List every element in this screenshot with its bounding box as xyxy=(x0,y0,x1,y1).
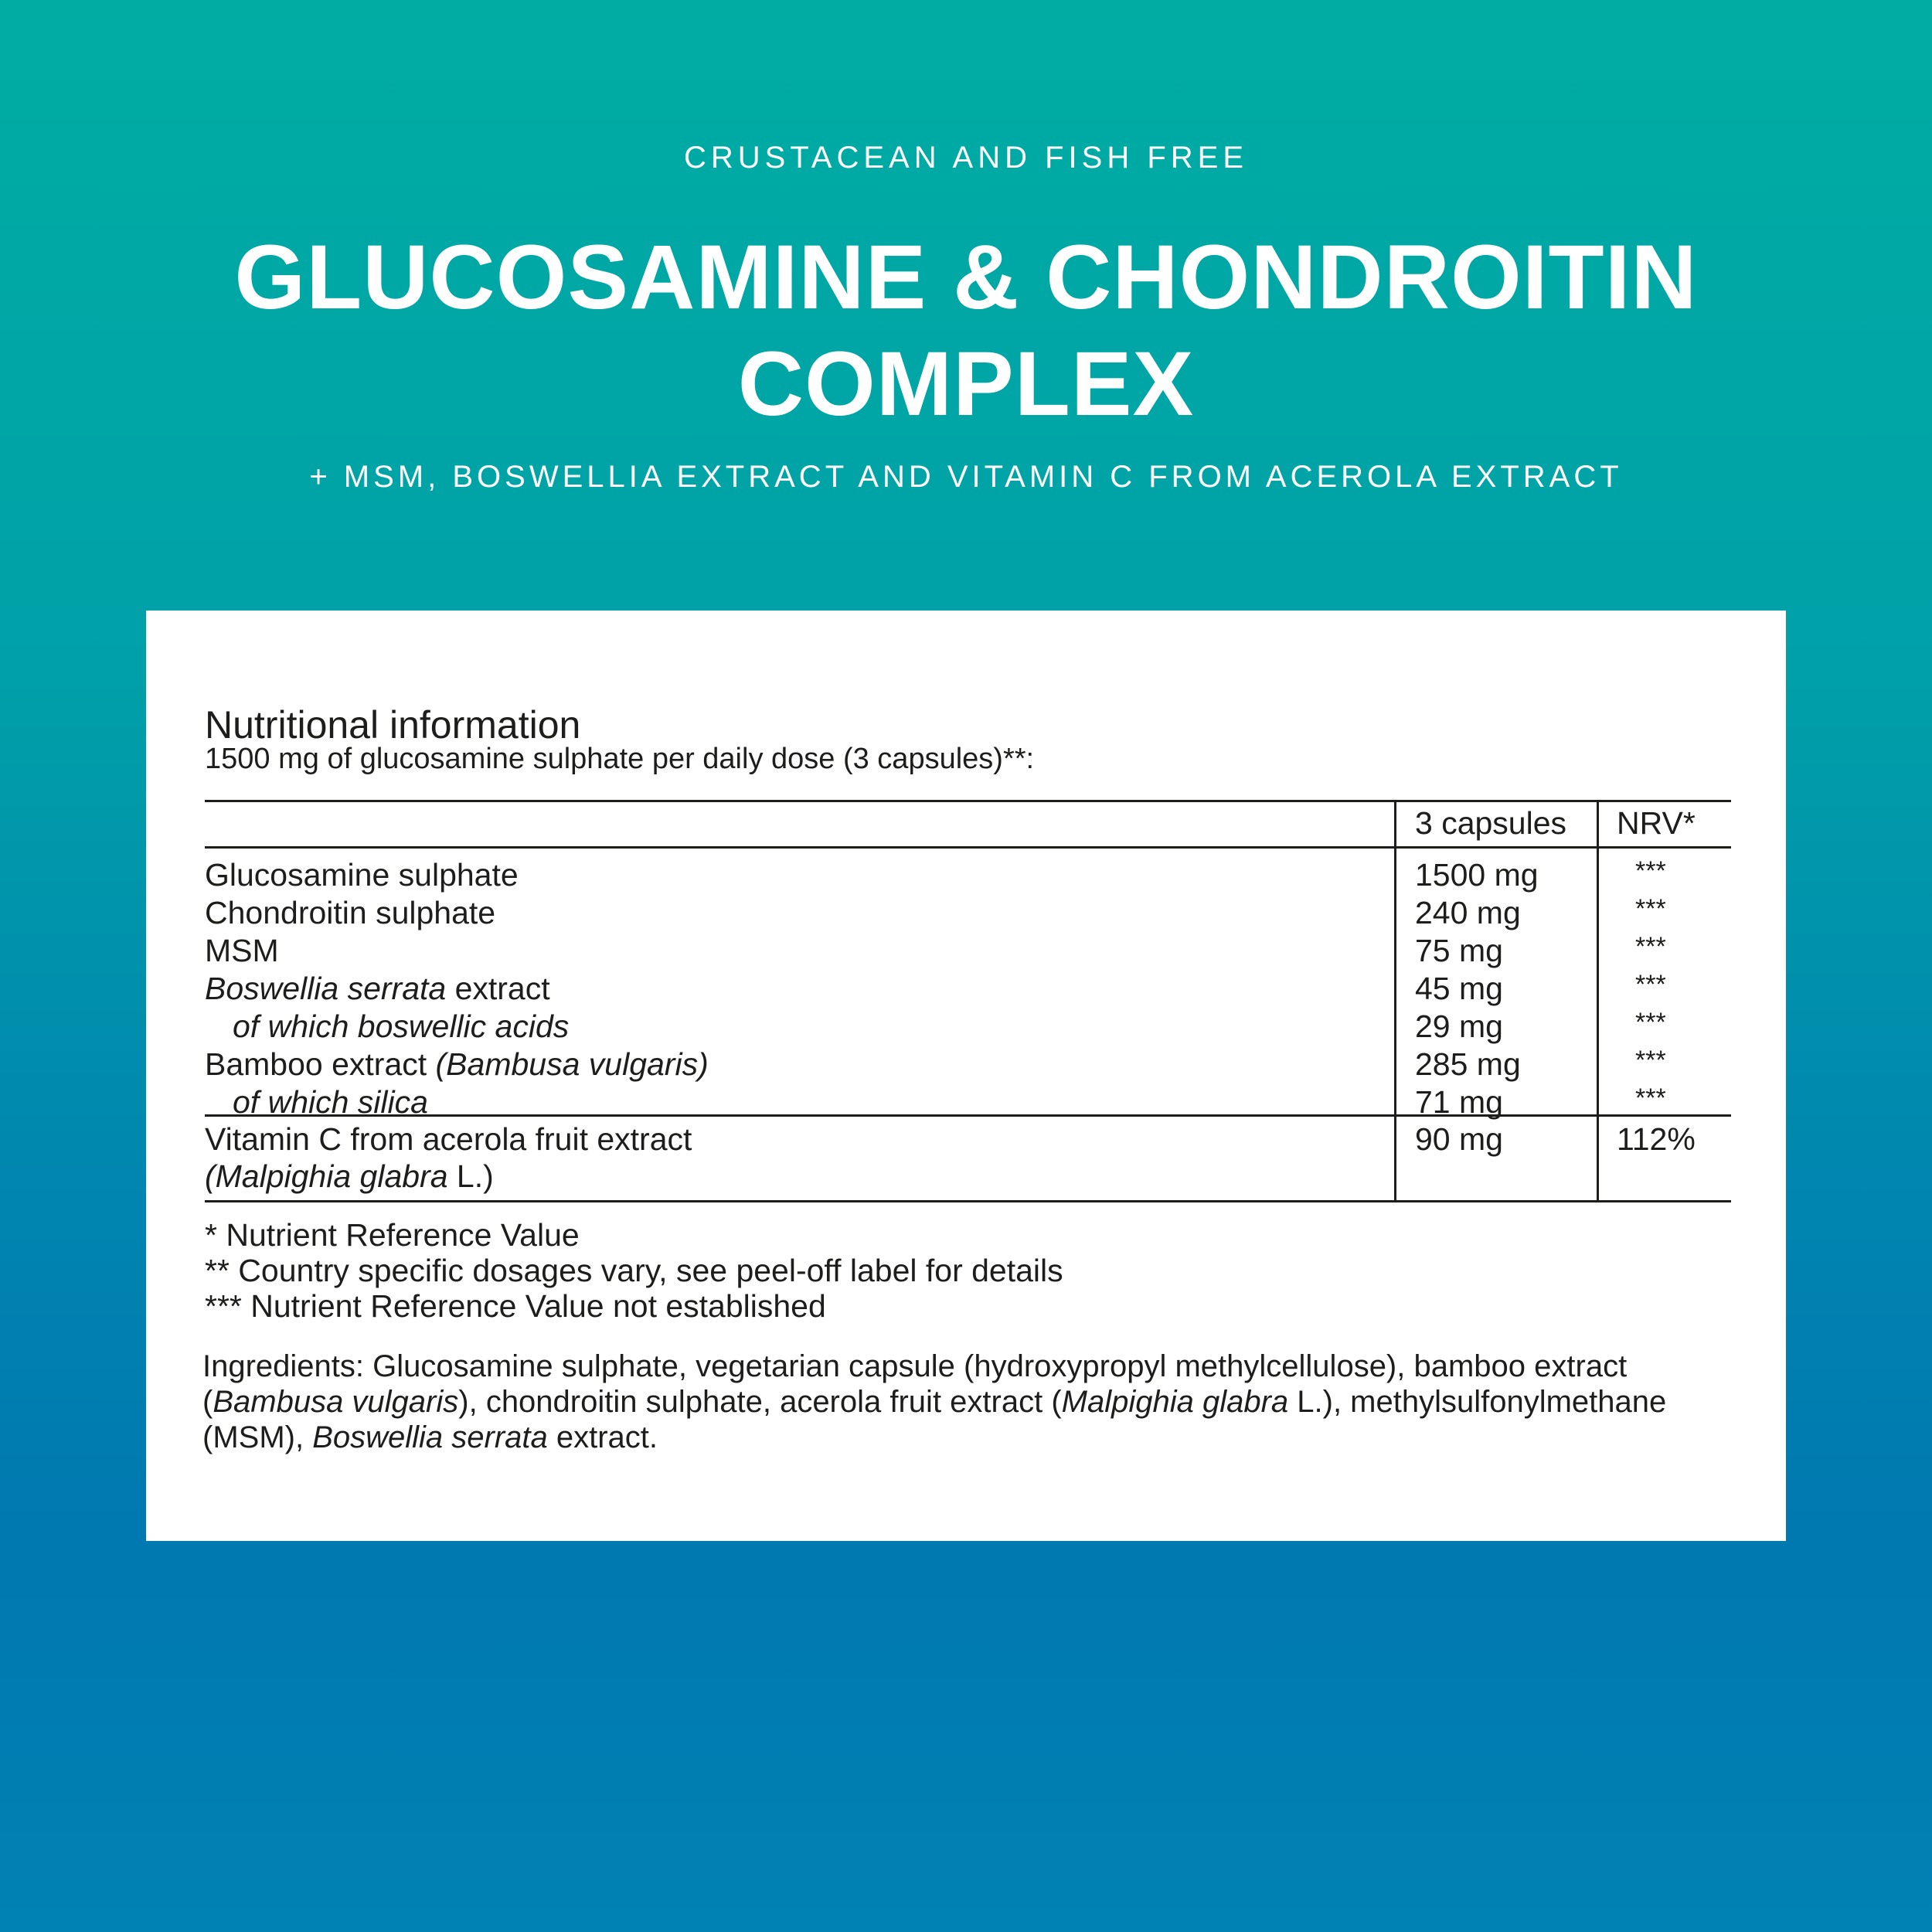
table-rule-header xyxy=(205,846,1731,849)
ingredients-italic: Bambusa vulgaris xyxy=(213,1385,459,1419)
product-subtitle: + MSM, BOSWELLIA EXTRACT AND VITAMIN C FROM ACEROLA EXTRACT xyxy=(309,460,1623,494)
row-name: Glucosamine sulphate xyxy=(205,857,519,893)
table-rule-top xyxy=(205,800,1731,802)
column-header-amount: 3 capsules xyxy=(1415,805,1567,841)
row-nrv: *** xyxy=(1635,1046,1666,1075)
row-amount: 240 mg xyxy=(1415,895,1521,930)
row-name-italic: Boswellia serrata xyxy=(205,971,447,1006)
ingredients-part: ), chondroitin sulphate, acerola fruit extract ( xyxy=(458,1385,1062,1419)
product-title-line2: COMPLEX xyxy=(737,333,1195,435)
row-nrv: *** xyxy=(1635,856,1666,886)
row-nrv: *** xyxy=(1635,970,1666,999)
info-card xyxy=(146,611,1786,1541)
row-name-rest: extract xyxy=(446,971,550,1006)
footnote: * Nutrient Reference Value xyxy=(205,1217,580,1253)
row-amount: 75 mg xyxy=(1415,933,1503,968)
footnotes xyxy=(205,1217,1063,1324)
footnote: *** Nutrient Reference Value not established xyxy=(205,1288,826,1324)
row-name: Chondroitin sulphate xyxy=(205,895,496,930)
ingredients-italic: Malpighia glabra xyxy=(1061,1385,1289,1419)
footnote: ** Country specific dosages vary, see peel-off label for details xyxy=(205,1253,1063,1288)
row-name xyxy=(205,970,550,1007)
row-amount: 285 mg xyxy=(1415,1046,1521,1082)
row-nrv: *** xyxy=(1635,894,1666,923)
product-title xyxy=(0,224,1932,437)
row-amount: 29 mg xyxy=(1415,1009,1503,1044)
row-amount: 71 mg xyxy=(1415,1084,1503,1120)
row-name-italic: (Malpighia glabra xyxy=(205,1158,448,1194)
ingredients-part: Ingredients: Glucosamine sulphate, vegetarian capsule (hydroxypropyl methylcellulose), bamboo extract ( xyxy=(202,1349,1628,1419)
row-name-rest: L.) xyxy=(447,1158,494,1194)
row-name: of which boswellic acids xyxy=(233,1009,570,1044)
row-nrv: *** xyxy=(1635,1008,1666,1037)
row-name: of which silica xyxy=(233,1084,428,1120)
row-name: Vitamin C from acerola fruit extract xyxy=(205,1121,692,1157)
ingredients-text xyxy=(202,1349,1740,1455)
ingredients-italic: Boswellia serrata xyxy=(312,1420,548,1454)
row-nrv: *** xyxy=(1635,1083,1666,1113)
nutrition-subtitle: 1500 mg of glucosamine sulphate per daily dose (3 capsules)**: xyxy=(205,743,1035,775)
product-title-line1: GLUCOSAMINE & CHONDROITIN xyxy=(234,226,1698,328)
table-divider-amount xyxy=(1394,800,1396,1202)
row-name-rest: Bamboo extract xyxy=(205,1046,436,1082)
row-name xyxy=(205,1046,709,1083)
row-name-italic: (Bambusa vulgaris) xyxy=(435,1046,709,1082)
ingredients-part: L.), methylsulfonylmethane (MSM), xyxy=(202,1385,1667,1454)
row-amount: 1500 mg xyxy=(1415,857,1539,893)
row-name: MSM xyxy=(205,933,279,968)
row-amount: 90 mg xyxy=(1415,1121,1503,1157)
row-amount: 45 mg xyxy=(1415,971,1503,1006)
column-header-nrv: NRV* xyxy=(1617,805,1696,841)
nutrition-title: Nutritional information xyxy=(205,703,581,747)
eyebrow-text: CRUSTACEAN AND FISH FREE xyxy=(684,141,1248,175)
row-nrv: 112% xyxy=(1617,1121,1696,1157)
ingredients-part: extract. xyxy=(547,1420,658,1454)
row-name-line2 xyxy=(205,1158,494,1195)
table-divider-nrv xyxy=(1597,800,1599,1202)
row-nrv: *** xyxy=(1635,932,1666,961)
table-rule-bottom xyxy=(205,1200,1731,1202)
